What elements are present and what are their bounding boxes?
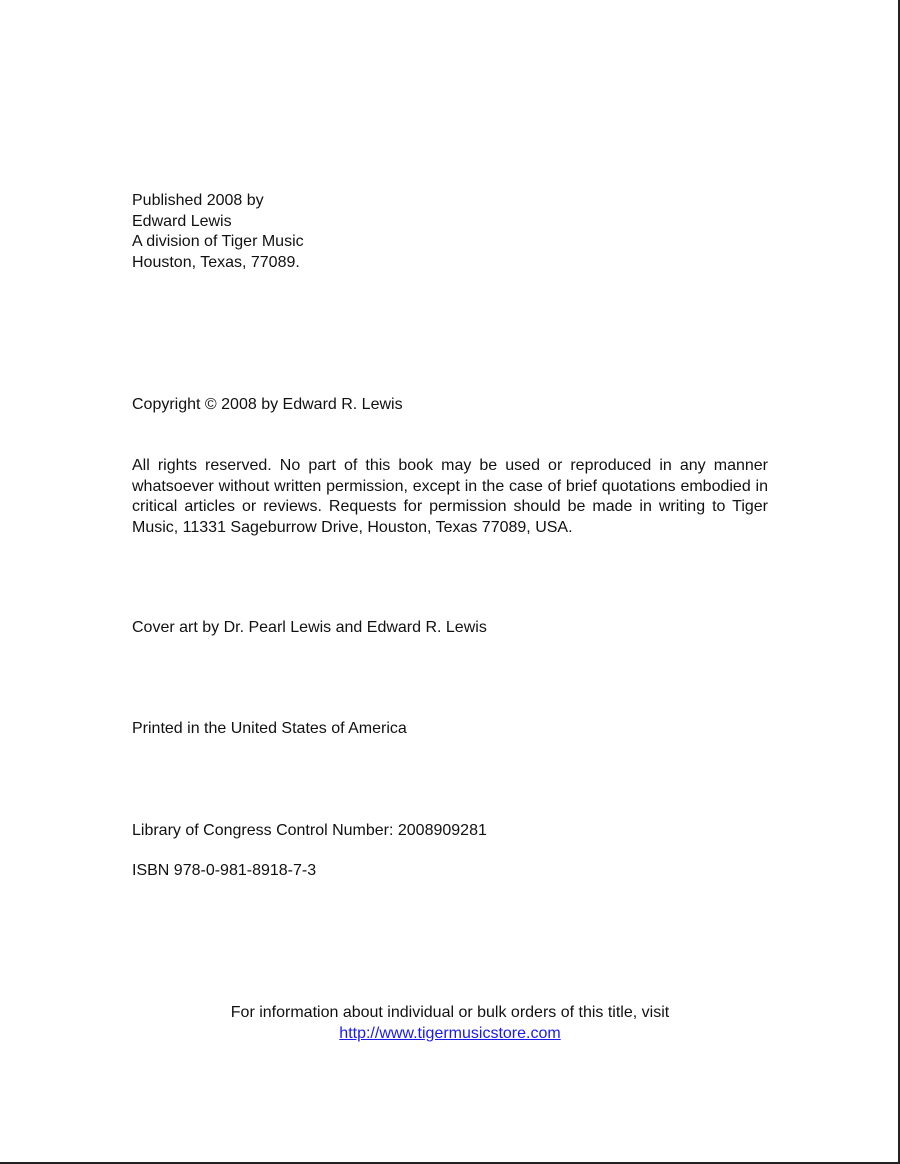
publisher-line-name: Edward Lewis [132, 212, 232, 230]
publisher-block [132, 191, 768, 273]
rights-paragraph: All rights reserved. No part of this book may be used or reproduced in any manner whatsoever without written permission, except in the case of brief quotations embodied in critical articles or reviews. Requests for permission should be made in writing to Tiger Music, 11331 Sageburrow Drive, Houston, Texas 77089, USA. [132, 457, 768, 536]
copyright-notice [132, 395, 768, 416]
printed-in-text: Printed in the United States of America [132, 720, 407, 737]
isbn-text: ISBN 978-0-981-8918-7-3 [132, 862, 317, 879]
isbn-number [132, 861, 768, 882]
cover-art-text: Cover art by Dr. Pearl Lewis and Edward R. Lewis [132, 619, 487, 636]
store-link[interactable]: http://www.tigermusicstore.com [339, 1024, 561, 1042]
library-of-congress-number [132, 821, 768, 842]
publisher-line-location: Houston, Texas, 77089. [132, 253, 300, 271]
publisher-line-published: Published 2008 by [132, 192, 264, 209]
copyright-text: Copyright © 2008 by Edward R. Lewis [132, 396, 403, 413]
cover-art-credit [132, 618, 768, 639]
loc-text: Library of Congress Control Number: 2008909281 [132, 822, 487, 839]
order-info-text: For information about individual or bulk orders of this title, visit [230, 1004, 670, 1021]
publisher-line-division: A division of Tiger Music [132, 233, 304, 250]
order-info-footer [0, 1003, 900, 1044]
printed-in-notice [132, 719, 768, 740]
